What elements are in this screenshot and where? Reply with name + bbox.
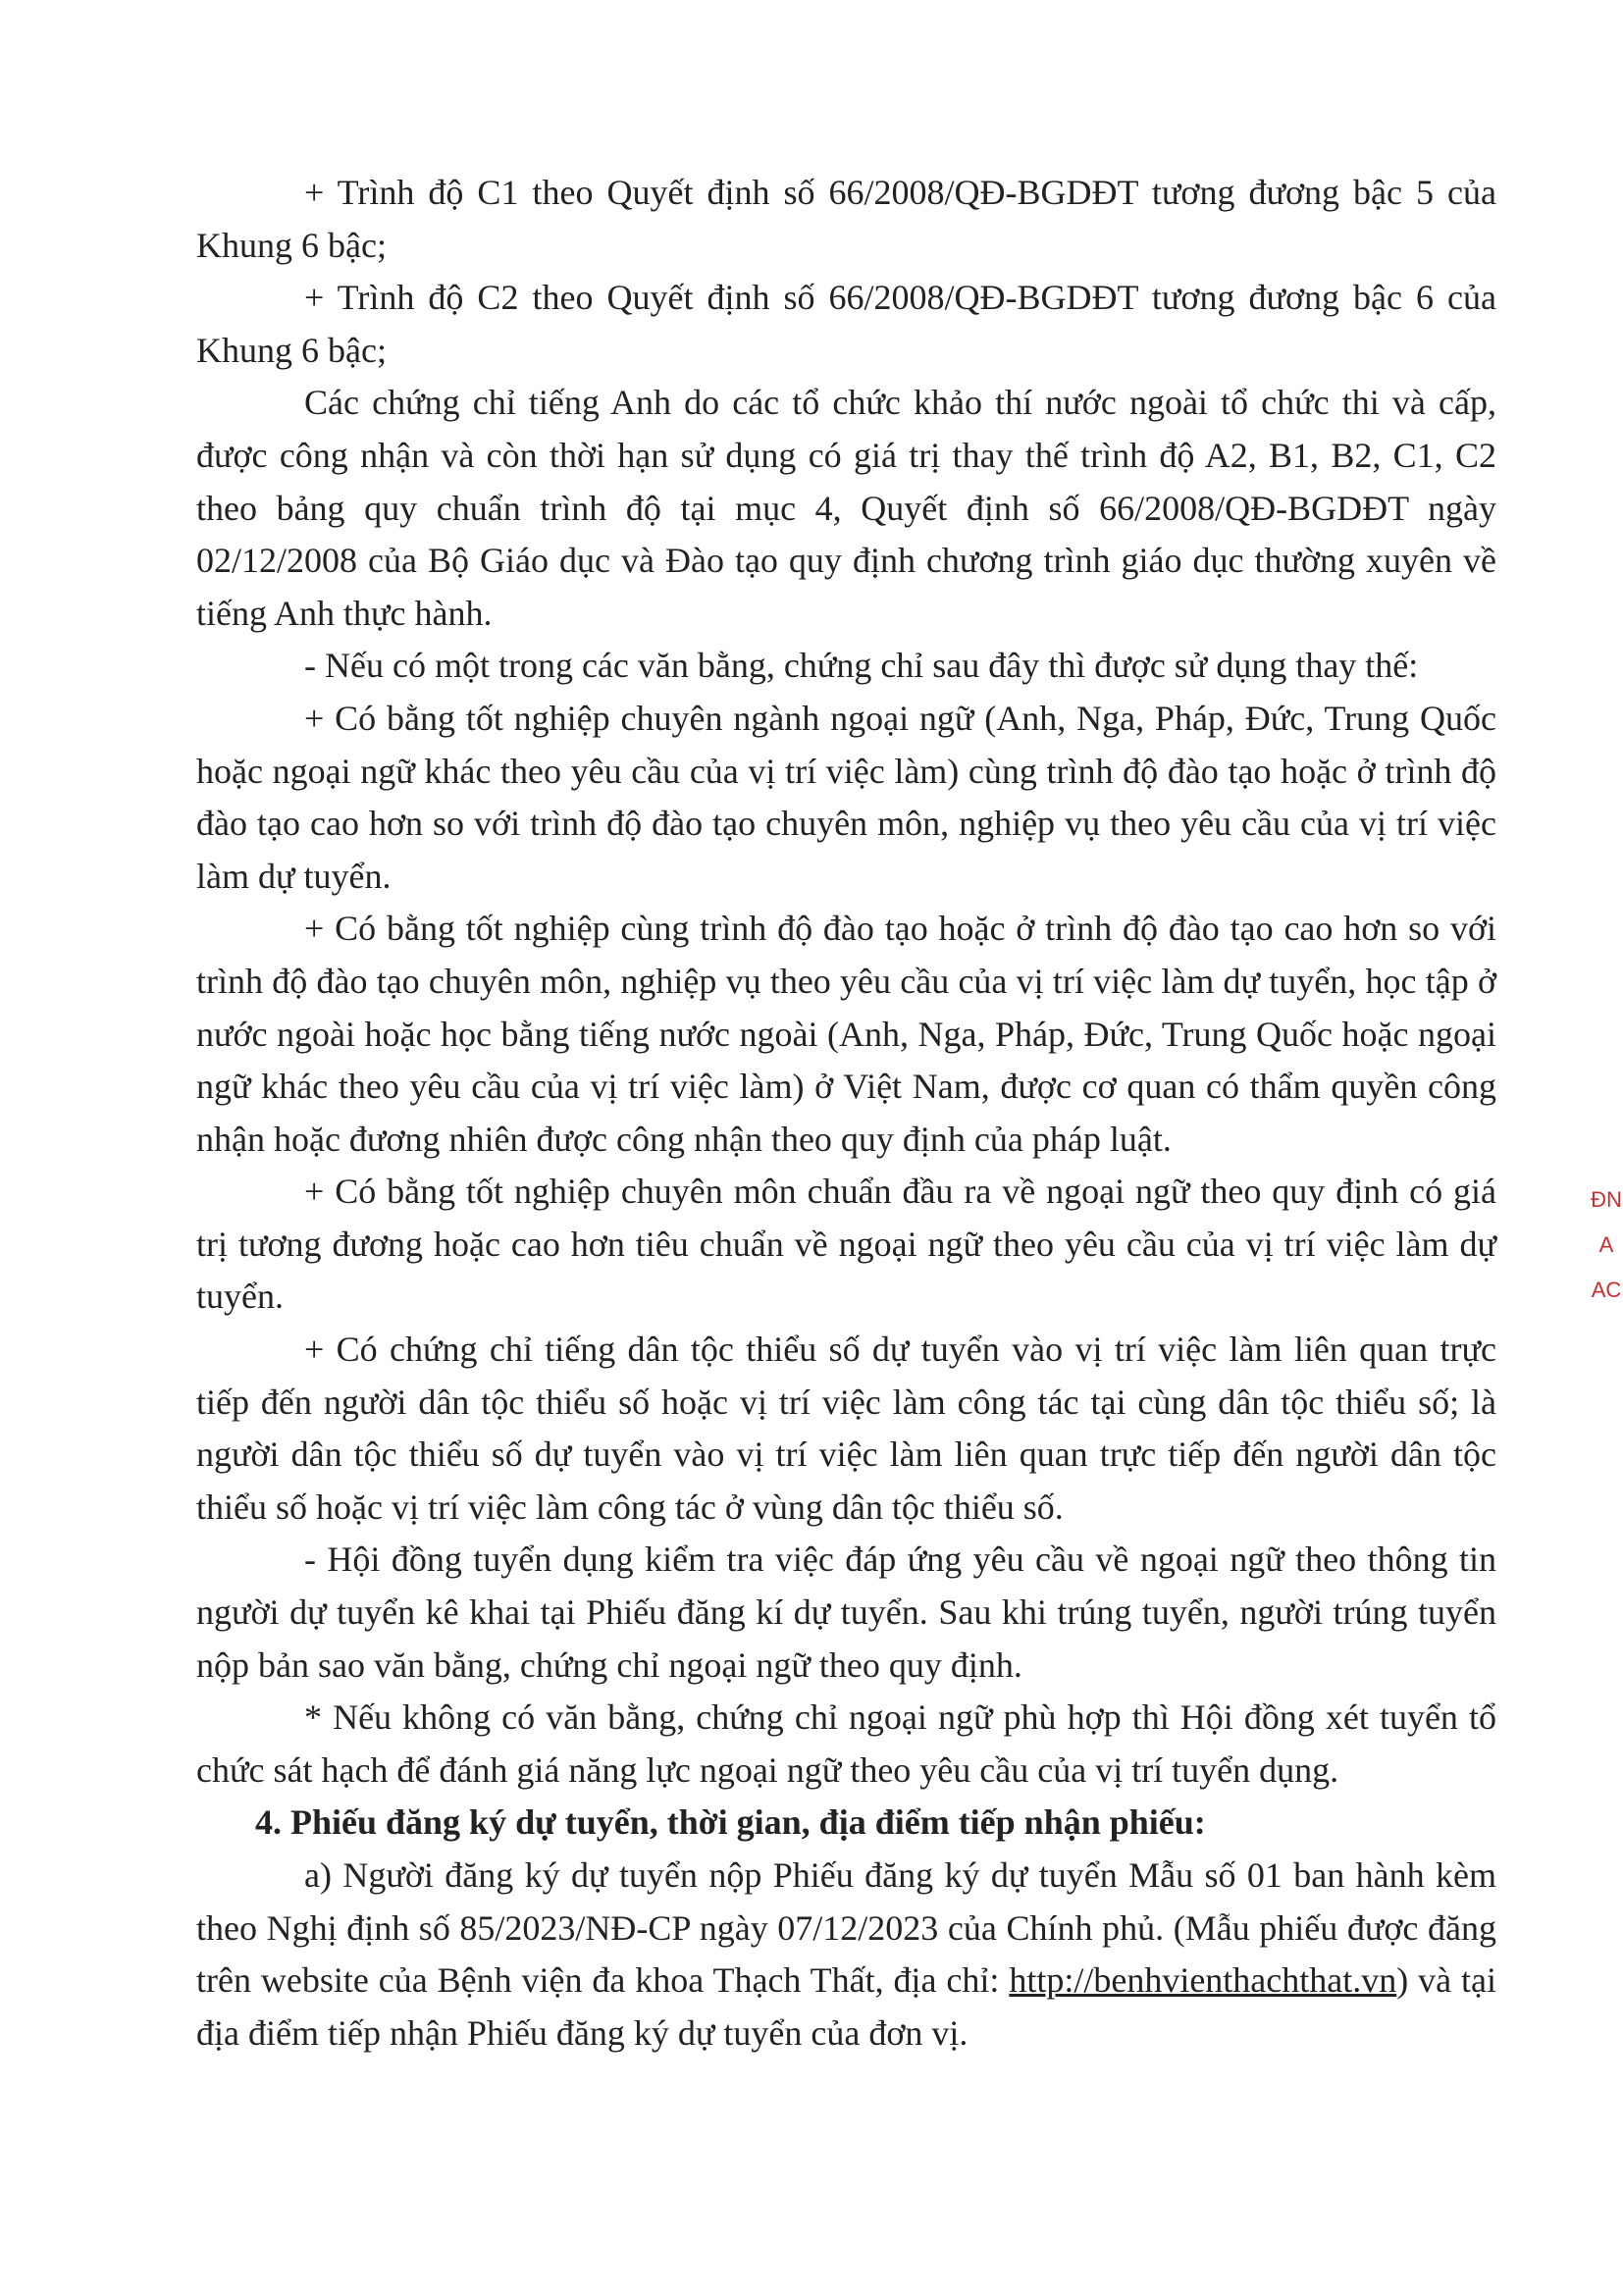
paragraph-ethnic-language: + Có chứng chỉ tiếng dân tộc thiểu số dự tuyển vào vị trí việc làm liên quan trực tiếp đến người dân tộc thiểu số hoặc vị trí việc làm công tác tại cùng dân tộc thiểu số; là người dân tộc thiểu số dự tuyển vào vị trí việc làm liên quan trực tiếp đến người dân tộc thiểu số hoặc vị trí việc làm công tác ở vùng dân tộc thiểu số.: [196, 1330, 1496, 1527]
registration-text-after-link: ) và tại địa điểm tiếp nhận Phiếu đăng ký dự tuyển của đơn vị.: [196, 1960, 1497, 2053]
website-link[interactable]: http://benhvienthachthat.vn: [1009, 1960, 1397, 2001]
paragraph-foreign-study-degree: + Có bằng tốt nghiệp cùng trình độ đào tạo hoặc ở trình độ đào tạo cao hơn so với trình độ đào tạo chuyên môn, nghiệp vụ theo yêu cầu của vị trí việc làm dự tuyển, học tập ở nước ngoài hoặc học bằng tiếng nước ngoài (Anh, Nga, Pháp, Đức, Trung Quốc hoặc ngoại ngữ khác theo yêu cầu của vị trí việc làm) ở Việt Nam, được cơ quan có thẩm quyền công nhận hoặc đương nhiên được công nhận theo quy định của pháp luật.: [196, 909, 1496, 1159]
stamp-fragment: [1590, 1177, 1623, 1313]
section-heading-4: 4. Phiếu đăng ký dự tuyển, thời gian, địa điểm tiếp nhận phiếu:: [255, 1802, 1206, 1843]
stamp-text-1: ĐN: [1591, 1187, 1622, 1212]
paragraph-registration-form: [196, 1850, 1496, 2060]
paragraph-output-standard-degree: + Có bằng tốt nghiệp chuyên môn chuẩn đầu ra về ngoại ngữ theo quy định có giá trị tương đương hoặc cao hơn tiêu chuẩn về ngoại ngữ theo yêu cầu của vị trí việc làm dự tuyển.: [196, 1172, 1496, 1317]
paragraph-assessment-note: * Nếu không có văn bằng, chứng chỉ ngoại ngữ phù hợp thì Hội đồng xét tuyển tổ chức sát hạch để đánh giá năng lực ngoại ngữ theo yêu cầu của vị trí tuyển dụng.: [196, 1697, 1496, 1790]
stamp-text-2: A: [1598, 1232, 1614, 1257]
paragraph-c1-level: + Trình độ C1 theo Quyết định số 66/2008/QĐ-BGDĐT tương đương bậc 5 của Khung 6 bậc;: [196, 173, 1496, 265]
document-body: [196, 167, 1496, 2060]
stamp-text-3: AC: [1591, 1278, 1622, 1302]
registration-text-before-link: a) Người đăng ký dự tuyển nộp Phiếu đăng ký dự tuyển Mẫu số 01 ban hành kèm theo Nghị định số 85/2023/NĐ-CP ngày 07/12/2023 của Chính phủ. (Mẫu phiếu được đăng trên website của Bệnh viện đa khoa Thạch Thất, địa chỉ:: [196, 1855, 1496, 2001]
paragraph-foreign-certificates: Các chứng chỉ tiếng Anh do các tổ chức khảo thí nước ngoài tổ chức thi và cấp, được công nhận và còn thời hạn sử dụng có giá trị thay thế trình độ A2, B1, B2, C1, C2 theo bảng quy chuẩn trình độ tại mục 4, Quyết định số 66/2008/QĐ-BGDĐT ngày 02/12/2008 của Bộ Giáo dục và Đào tạo quy định chương trình giáo dục thường xuyên về tiếng Anh thực hành.: [196, 383, 1496, 633]
paragraph-language-degree: + Có bằng tốt nghiệp chuyên ngành ngoại ngữ (Anh, Nga, Pháp, Đức, Trung Quốc hoặc ngoại ngữ khác theo yêu cầu của vị trí việc làm) cùng trình độ đào tạo hoặc ở trình độ đào tạo cao hơn so với trình độ đào tạo chuyên môn, nghiệp vụ theo yêu cầu của vị trí việc làm dự tuyển.: [196, 698, 1496, 896]
paragraph-c2-level: + Trình độ C2 theo Quyết định số 66/2008/QĐ-BGDĐT tương đương bậc 6 của Khung 6 bậc;: [196, 278, 1496, 370]
paragraph-substitutes-intro: - Nếu có một trong các văn bằng, chứng chỉ sau đây thì được sử dụng thay thế:: [304, 646, 1419, 686]
paragraph-council-check: - Hội đồng tuyển dụng kiểm tra việc đáp ứng yêu cầu về ngoại ngữ theo thông tin người dự tuyển kê khai tại Phiếu đăng kí dự tuyển. Sau khi trúng tuyển, người trúng tuyển nộp bản sao văn bằng, chứng chỉ ngoại ngữ theo quy định.: [196, 1539, 1496, 1685]
